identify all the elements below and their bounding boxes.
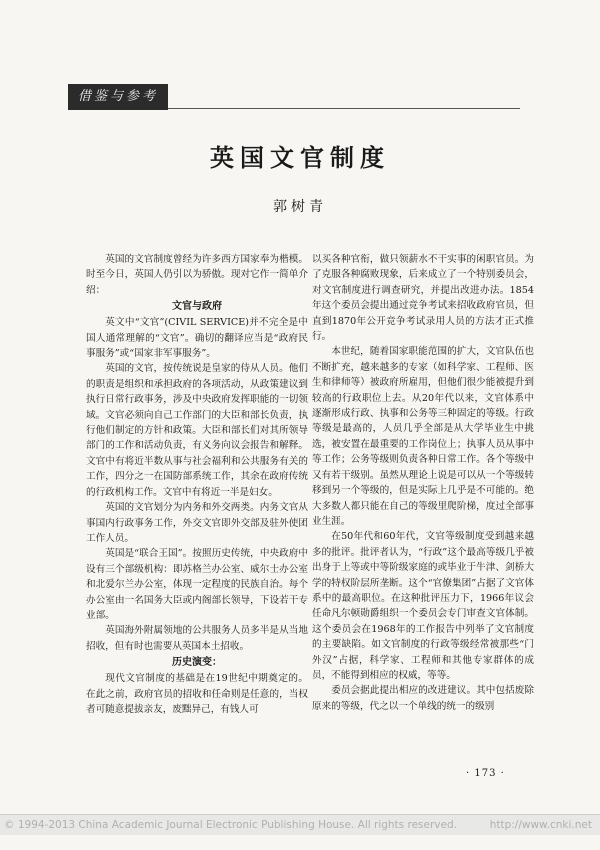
section-label: 借鉴与参考 — [68, 84, 168, 110]
copyright-notice: © 1994-2013 China Academic Journal Electronic Publishing House. All rights reserved. — [4, 819, 457, 831]
paragraph: 英文中“文官”(CIVIL SERVICE)并不完全是中国人通常理解的“文官”。确切的翻译应当是“政府民事服务”或“国家非军事服务”。 — [86, 317, 308, 360]
paragraph: 英国海外附属领地的公共服务人员多半是从当地招收，但有时也需要从英国本土招收。 — [86, 625, 308, 652]
paragraph: 英国的文官划分为内务和外交两类。内务文官从事国内行政事务工作，外交文官即外交部及驻外使团工作人员。 — [86, 502, 308, 544]
copyright-footer — [0, 814, 600, 835]
paragraph-continued: 以买各种官衔，做只领薪水不干实事的闲职官员。为了克服各种腐败现象，后来成立了一个特别委员会，对文官制度进行调查研究，并提出改进办法。1854年这个委员会提出通过竞争考试来招收政府官员，但直到1870年公开竞争考试录用人员的方法才正式推行。 — [312, 254, 534, 343]
article-title: 英国文官制度 — [210, 143, 390, 172]
footer-url[interactable]: http://www.cnki.net — [489, 819, 592, 831]
article-author: 郭树青 — [273, 199, 327, 215]
paragraph: 英国是“联合王国”。按照历史传统，中央政府中设有三个部级机构：即苏格兰办公室、威尔士办公室和北爱尔兰办公室，体现一定程度的民族自治。每个办公室由一名国务大臣或内阁部长领导，下设若干专业部。 — [86, 548, 308, 621]
section-heading: 文官与政府 — [172, 301, 222, 313]
left-column — [86, 252, 308, 717]
section-heading: 历史演变： — [172, 657, 222, 669]
page-number: · 173 · — [466, 768, 505, 779]
paragraph: 英国的文官，按传统说是皇家的侍从人员。他们的职责是组织和承担政府的各项活动，从政策建议到执行日常行政事务，涉及中央政府发挥职能的一切领域。文官必须向自己工作部门的大臣和部长负责，执行他们制定的方针和政策。大臣和部长们对其所领导部门的工作和活动负责，有义务向议会报告和解释。文官中有将近半数从事与社会福利和公共服务有关的工作，四分之一在国防部系统工作，其余在政府传统的行政机构工作。文官中有将近一半是妇女。 — [86, 363, 308, 498]
paragraph: 委员会据此提出相应的改进建议。其中包括废除原来的等级，代之以一个单线的统一的级别 — [312, 685, 534, 712]
paragraph: 在50年代和60年代，文官等级制度受到越来越多的批评。批评者认为，“行政”这个最高等级几乎被出身于上等或中等阶级家庭的或毕业于牛津、剑桥大学的特权阶层所垄断。这个“官僚集团”占据了文官体系中的最高职位。在这种批评压力下，1966年议会任命凡尔顿勋爵组织一个委员会专门审查文官体制。这个委员会在1968年的工作报告中列举了文官制度的主要缺陷。如文官制度的行政等级经常被那些“门外汉”占据，科学家、工程师和其他专家群体的成员，不能得到相应的权威，等等。 — [312, 531, 534, 681]
right-column — [312, 252, 534, 714]
paragraph: 本世纪，随着国家职能范围的扩大，文官队伍也不断扩充，越来越多的专家（如科学家、工程师、医生和律师等）被政府所雇用，但他们很少能被提升到较高的行政职位上去。从20年代以来，文官体系中逐渐形成行政、执事和公务等三种固定的等级。行政等级是最高的，人员几乎全部是从大学毕业生中挑选，被安置在最重要的工作岗位上；执事人员从事中等工作；公务等级则负责各种日常工作。各个等级中又有若干级别。虽然从理论上说是可以从一个等级转移到另一个等级的，但是实际上几乎是不可能的。绝大多数人都只能在自己的等级里爬阶梯，度过全部事业生涯。 — [312, 346, 534, 527]
section-divider — [168, 108, 520, 109]
paragraph: 现代文官制度的基础是在19世纪中期奠定的。在此之前，政府官员的招收和任命则是任意的，当权者可随意提拔亲友，废黜异己，有钱人可 — [86, 673, 308, 715]
paragraph: 英国的文官制度曾经为许多西方国家奉为楷模。时至今日，英国人仍引以为骄傲。现对它作一简单介绍： — [86, 254, 308, 296]
